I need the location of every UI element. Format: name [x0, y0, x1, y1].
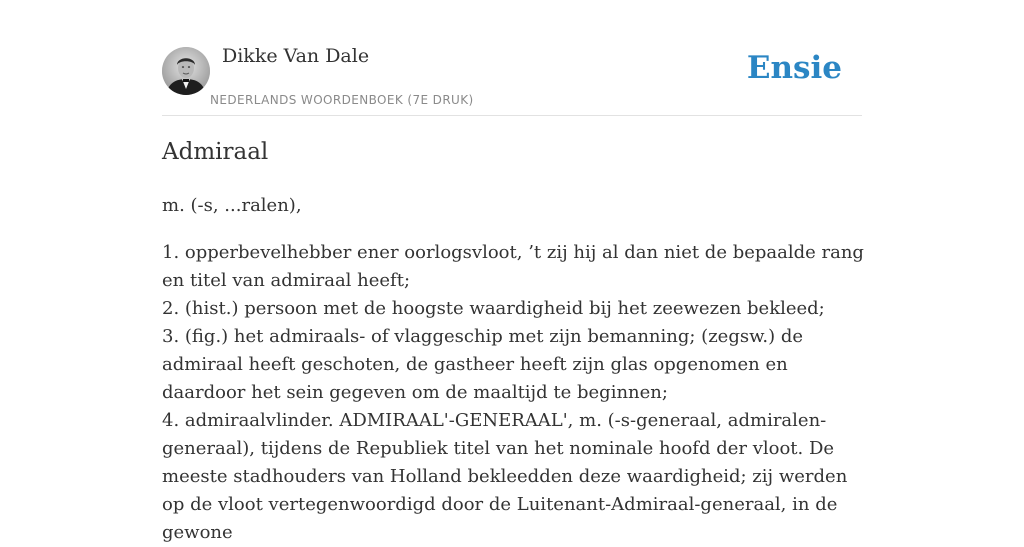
definition-item: 2. (hist.) persoon met de hoogste waardigheid bij het zeewezen bekleed;: [162, 298, 825, 319]
ensie-logo[interactable]: Ensie: [746, 50, 842, 86]
source-label[interactable]: NEDERLANDS WOORDENBOEK (7E DRUK): [210, 93, 474, 107]
author-name[interactable]: Dikke Van Dale: [222, 45, 370, 67]
definition-item: 3. (fig.) het admiraals- of vlaggeschip met zijn bemanning; (zegsw.) de admiraal heeft geschoten, de gastheer heeft zijn glas opgenomen en daardoor het sein gegeven om de maaltijd te beginnen;: [162, 326, 804, 403]
author-avatar[interactable]: [162, 47, 210, 95]
definition-item: 4. admiraalvlinder. ADMIRAAL'-GENERAAL', m. (-s-generaal, admiralen-generaal), tijdens de Republiek titel van het nominale hoofd der vloot. De meeste stadhouders van Holland bekleedden deze waardigheid; zij werden op de vloot vertegenwoordigd door de Luitenant-Admiraal-generaal, in de gewone: [162, 410, 848, 543]
article-header: [162, 0, 862, 116]
entry-grammar: m. (-s, ...ralen),: [162, 195, 302, 216]
article: [162, 0, 864, 543]
entry-title: Admiraal: [162, 139, 269, 165]
portrait-icon: [162, 47, 210, 95]
entry-definition: [162, 239, 867, 547]
definition-item: 1. opperbevelhebber ener oorlogsvloot, ’t zij hij al dan niet de bepaalde rang en titel van admiraal heeft;: [162, 242, 864, 291]
